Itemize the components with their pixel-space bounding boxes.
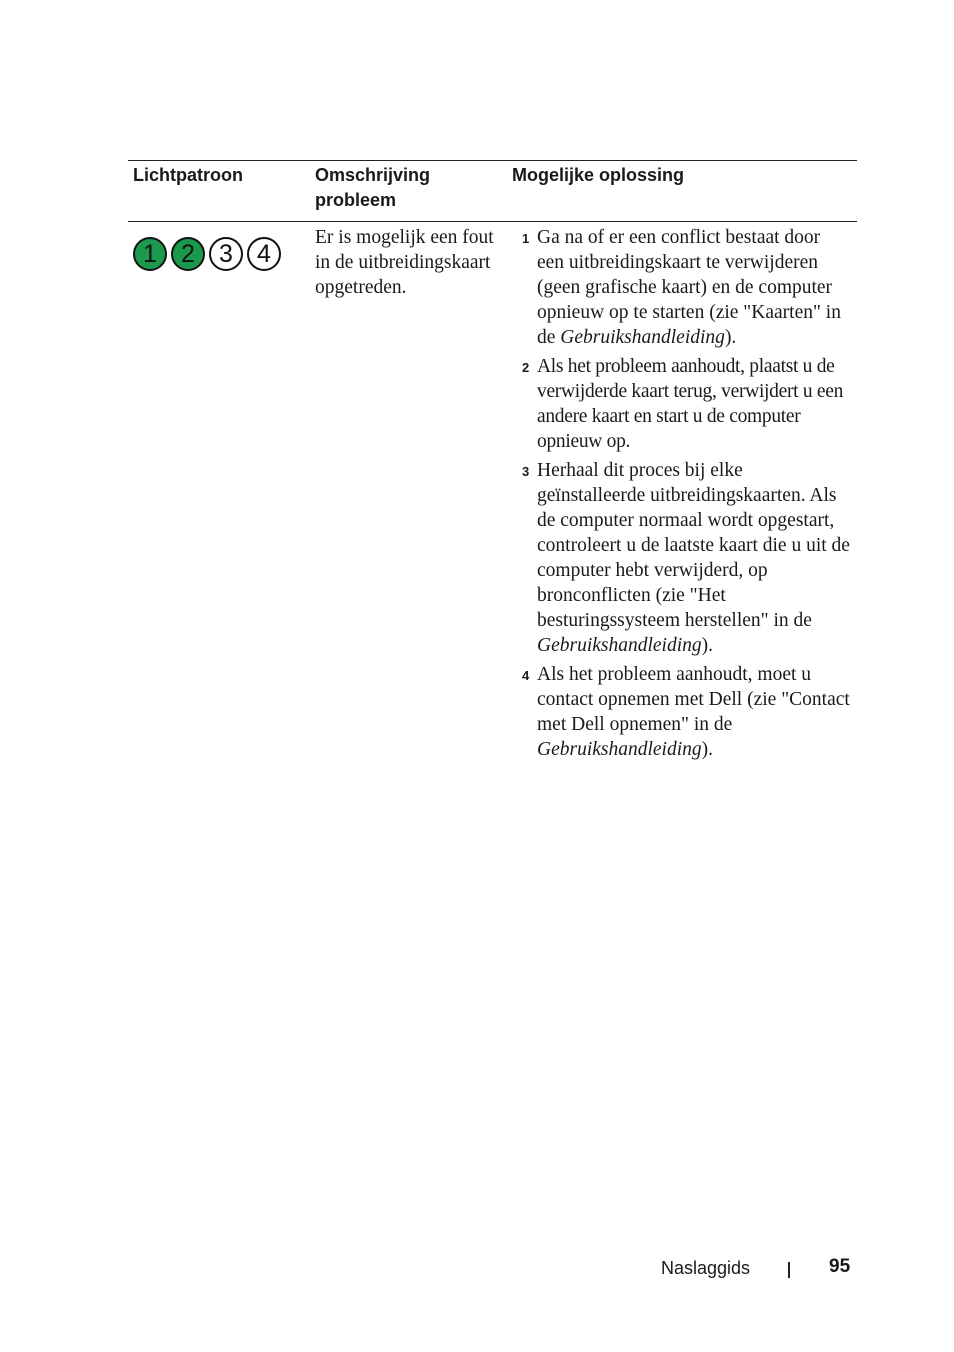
step-number: 3 (522, 464, 530, 479)
solution-steps (522, 225, 852, 766)
step-number: 1 (522, 231, 530, 246)
step-text: Herhaal dit proces bij elke geïnstalleerde uitbreidingskaarten. Als de computer normaal wordt opgestart, controleert u de laatste kaart die u uit de computer hebt verwijderd, op bronconflicten (zie "Het besturingssysteem herstellen" in de (537, 460, 850, 631)
table-top-rule (128, 160, 857, 161)
table-header-rule (128, 221, 857, 222)
diagnostic-light-4-icon: 4 (247, 237, 281, 271)
page-number: 95 (829, 1256, 851, 1277)
footer-guide-title: Naslaggids (661, 1258, 751, 1278)
diagnostic-light-3-icon: 3 (209, 237, 243, 271)
step-text-end: ). (724, 327, 737, 348)
header-light-pattern: Lichtpatroon (133, 165, 243, 185)
step-number: 2 (522, 360, 529, 375)
step-text-end: ). (701, 739, 714, 760)
step-text: Ga na of er een conflict bestaat door een uitbreidingskaart te verwijderen (geen grafische kaart) en de computer opnieuw op te starten (zie "Kaarten" in de (537, 227, 841, 348)
step-number: 4 (522, 668, 530, 683)
step-reference: Gebruikshandleiding (537, 635, 702, 656)
solution-step (522, 225, 852, 350)
step-reference: Gebruikshandleiding (560, 327, 725, 348)
header-possible-solution: Mogelijke oplossing (512, 165, 685, 185)
step-reference: Gebruikshandleiding (537, 739, 702, 760)
footer-separator (788, 1262, 790, 1278)
solution-step (522, 458, 852, 658)
solution-step (522, 354, 852, 454)
problem-description: Er is mogelijk een fout in de uitbreidingskaart opgetreden. (315, 227, 494, 298)
diagnostic-light-1-icon: 1 (133, 237, 167, 271)
diagnostic-light-2-icon: 2 (171, 237, 205, 271)
step-text-end: ). (701, 635, 714, 656)
solution-step (522, 662, 852, 762)
light-pattern (133, 237, 281, 271)
header-problem-description: Omschrijving probleem (315, 165, 431, 210)
step-text: Als het probleem aanhoudt, moet u contact opnemen met Dell (zie "Contact met Dell opnemen" in de (537, 664, 850, 735)
step-text: Als het probleem aanhoudt, plaatst u de verwijderde kaart terug, verwijdert u een andere kaart en start u de computer opnieuw op. (537, 356, 844, 452)
